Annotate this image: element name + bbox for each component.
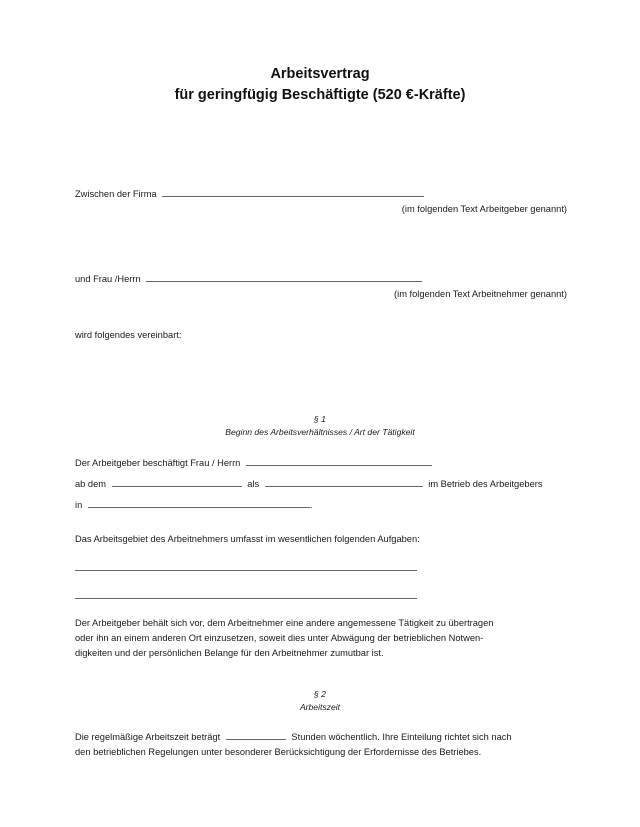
section-1-location-line [75, 497, 567, 513]
working-time-paragraph [75, 729, 567, 760]
in-company-label: im Betrieb des Arbeitgebers [428, 479, 543, 489]
section-2-number: § 2 [314, 689, 326, 699]
in-label: in [75, 500, 83, 510]
from-label: ab dem [75, 479, 107, 489]
agreement-intro: wird folgendes vereinbart: [75, 330, 182, 340]
section-1-heading: Beginn des Arbeitsverhältnisses / Art der Tätigkeit [225, 427, 415, 437]
start-date-blank[interactable] [112, 476, 242, 487]
reserve-line-1: Der Arbeitgeber behält sich vor, dem Arbeitnehmer eine andere angemessene Tätigkeit zu übertragen [75, 618, 494, 628]
working-time-line-2: den betrieblichen Regelungen unter besonderer Berücksichtigung der Erfordernisse des Betriebes. [75, 747, 482, 757]
employer-name-blank[interactable] [162, 186, 424, 197]
working-time-text-b: Stunden wöchentlich. Ihre Einteilung richtet sich nach [291, 732, 512, 742]
employee-name-blank-2[interactable] [246, 455, 432, 466]
section-1-employ-line [75, 455, 567, 471]
section-2-heading: Arbeitszeit [299, 702, 341, 712]
document-title [0, 64, 640, 106]
employer-block [75, 186, 567, 217]
location-blank[interactable] [88, 497, 310, 508]
employee-label: und Frau /Herrn [75, 274, 141, 284]
section-2-header [0, 688, 640, 714]
employee-note: (im folgenden Text Arbeitnehmer genannt) [394, 288, 567, 299]
tasks-blank-1[interactable] [75, 570, 417, 571]
reserve-line-3: digkeiten und der persönlichen Belange für den Arbeitnehmer zumutbar ist. [75, 648, 384, 658]
employee-block [75, 271, 567, 302]
tasks-blank-1-wrap [75, 570, 567, 571]
section-1-header [0, 413, 640, 439]
section-1-start-line [75, 476, 567, 492]
title-line-1: Arbeitsvertrag [270, 66, 370, 82]
employer-label: Zwischen der Firma [75, 189, 157, 199]
title-line-2: für geringfügig Beschäftigte (520 €-Kräfte) [174, 87, 466, 103]
tasks-intro: Das Arbeitsgebiet des Arbeitnehmers umfasst im wesentlichen folgenden Aufgaben: [75, 534, 420, 544]
reserve-line-2: oder ihn an einem anderen Ort einzusetzen, soweit dies unter Abwägung der betrieblichen Notwen- [75, 633, 484, 643]
hours-blank[interactable] [226, 729, 286, 740]
tasks-blank-2-wrap [75, 598, 567, 599]
location-period: . [309, 500, 313, 510]
working-time-text-a: Die regelmäßige Arbeitszeit beträgt [75, 732, 221, 742]
section-1-number: § 1 [314, 414, 326, 424]
reserve-paragraph [75, 616, 567, 661]
tasks-blank-2[interactable] [75, 598, 417, 599]
position-blank[interactable] [265, 476, 423, 487]
employee-name-blank[interactable] [146, 271, 422, 282]
employ-label: Der Arbeitgeber beschäftigt Frau / Herrn [75, 458, 241, 468]
as-label: als [247, 479, 260, 489]
employer-note: (im folgenden Text Arbeitgeber genannt) [401, 203, 567, 214]
